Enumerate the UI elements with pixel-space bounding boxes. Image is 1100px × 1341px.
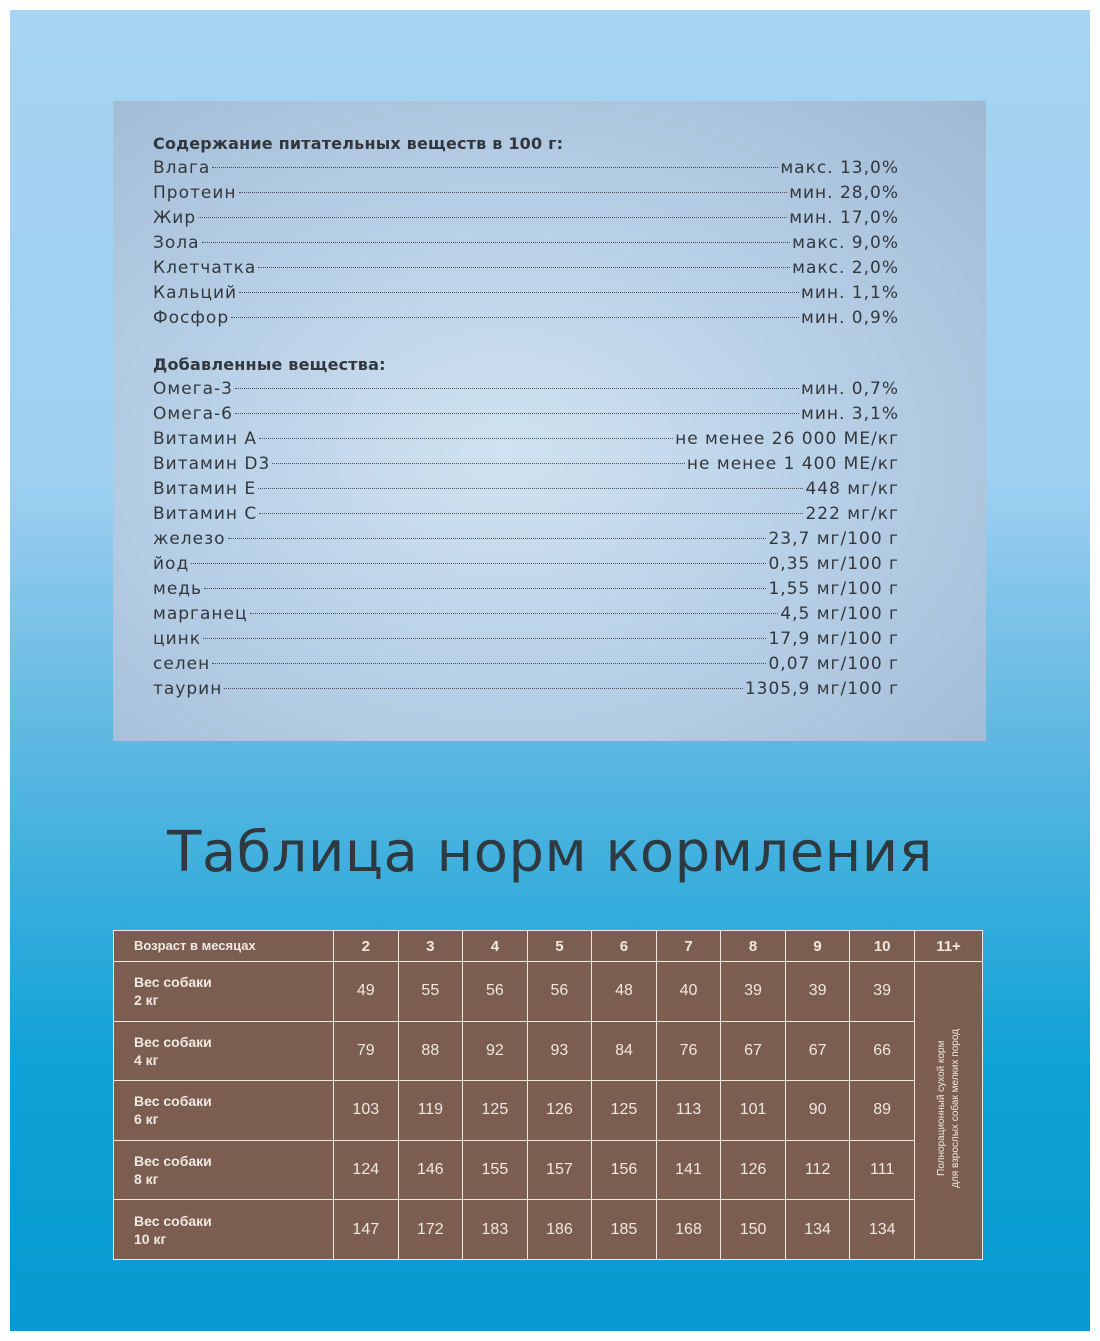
dot-leader [258, 267, 790, 268]
weight-cell [114, 1200, 334, 1260]
portion-cell: 40 [656, 962, 721, 1022]
additives-value: 0,07 мг/100 г [768, 654, 899, 674]
portion-cell: 67 [721, 1021, 786, 1081]
additives-label: медь [153, 579, 203, 599]
additives-row [153, 677, 899, 702]
dot-leader [259, 438, 673, 439]
nutrients-label: Клетчатка [153, 258, 257, 278]
portion-cell: 56 [463, 962, 528, 1022]
feeding-row [114, 1021, 983, 1081]
portion-cell: 119 [398, 1081, 463, 1141]
weight-line2: 6 кг [134, 1111, 159, 1128]
additives-label: цинк [153, 629, 202, 649]
additives-value: 222 мг/кг [805, 504, 899, 524]
additives-row [153, 502, 899, 527]
additives-value: 1,55 мг/100 г [768, 579, 899, 599]
nutrients-label: Фосфор [153, 308, 230, 328]
nutrients-list [153, 156, 986, 331]
additives-label: таурин [153, 679, 223, 699]
additives-value: мин. 0,7% [801, 379, 899, 399]
age-cell: 9 [785, 931, 850, 962]
additives-label: Витамин D3 [153, 454, 271, 474]
feeding-row [114, 962, 983, 1022]
nutrients-value: мин. 1,1% [801, 283, 899, 303]
nutrients-row [153, 206, 899, 231]
dot-leader [224, 688, 743, 689]
additives-value: 23,7 мг/100 г [768, 529, 899, 549]
nutrients-row [153, 181, 899, 206]
nutrients-value: мин. 17,0% [789, 208, 899, 228]
age-cell: 7 [656, 931, 721, 962]
senior-note-line2: для взрослых собак мелких пород [949, 1028, 961, 1188]
portion-cell: 103 [334, 1081, 399, 1141]
additives-row [153, 402, 899, 427]
additives-row [153, 602, 899, 627]
weight-line1: Вес собаки [134, 974, 212, 991]
age-header-cell: Возраст в месяцах [114, 931, 334, 962]
dot-leader [191, 563, 766, 564]
additives-value: 448 мг/кг [805, 479, 899, 499]
portion-cell: 39 [721, 962, 786, 1022]
additives-value: не менее 1 400 МЕ/кг [686, 454, 899, 474]
portion-cell: 55 [398, 962, 463, 1022]
nutrients-title: Содержание питательных веществ в 100 г: [153, 134, 564, 153]
additives-label: Витамин E [153, 479, 257, 499]
additives-value: 1305,9 мг/100 г [744, 679, 899, 699]
nutrients-label: Протеин [153, 183, 237, 203]
age-cell: 6 [592, 931, 657, 962]
nutrients-label: Влага [153, 158, 211, 178]
additives-label: Витамин C [153, 504, 258, 524]
portion-cell: 124 [334, 1140, 399, 1200]
portion-cell: 56 [527, 962, 592, 1022]
dot-leader [202, 242, 791, 243]
portion-cell: 84 [592, 1021, 657, 1081]
portion-cell: 49 [334, 962, 399, 1022]
additives-value: 4,5 мг/100 г [780, 604, 899, 624]
nutrients-row [153, 231, 899, 256]
weight-cell [114, 1021, 334, 1081]
portion-cell: 79 [334, 1021, 399, 1081]
portion-cell: 67 [785, 1021, 850, 1081]
nutrients-value: мин. 0,9% [801, 308, 899, 328]
additives-row [153, 627, 899, 652]
page-frame [10, 10, 1090, 1331]
additives-list [153, 377, 986, 702]
portion-cell: 168 [656, 1200, 721, 1260]
age-cell: 8 [721, 931, 786, 962]
portion-cell: 111 [850, 1140, 915, 1200]
additives-value: 17,9 мг/100 г [768, 629, 899, 649]
dot-leader [250, 613, 779, 614]
portion-cell: 172 [398, 1200, 463, 1260]
additives-label: Омега-6 [153, 404, 233, 424]
additives-value: мин. 3,1% [801, 404, 899, 424]
dot-leader [203, 638, 766, 639]
portion-cell: 125 [463, 1081, 528, 1141]
portion-cell: 39 [850, 962, 915, 1022]
nutrients-row [153, 306, 899, 331]
portion-cell: 141 [656, 1140, 721, 1200]
weight-cell [114, 1081, 334, 1141]
portion-cell: 113 [656, 1081, 721, 1141]
age-cell: 10 [850, 931, 915, 962]
portion-cell: 112 [785, 1140, 850, 1200]
feeding-row [114, 1140, 983, 1200]
portion-cell: 150 [721, 1200, 786, 1260]
dot-leader [231, 317, 799, 318]
dot-leader [235, 388, 799, 389]
portion-cell: 125 [592, 1081, 657, 1141]
portion-cell: 76 [656, 1021, 721, 1081]
age-cell: 11+ [915, 931, 983, 962]
weight-line1: Вес собаки [134, 1212, 212, 1229]
weight-line1: Вес собаки [134, 1033, 212, 1050]
dot-leader [235, 413, 799, 414]
senior-note-cell [915, 962, 983, 1260]
additives-label: йод [153, 554, 190, 574]
portion-cell: 183 [463, 1200, 528, 1260]
portion-cell: 90 [785, 1081, 850, 1141]
portion-cell: 93 [527, 1021, 592, 1081]
nutrients-value: макс. 2,0% [792, 258, 899, 278]
nutrients-value: макс. 13,0% [780, 158, 899, 178]
weight-line2: 10 кг [134, 1230, 167, 1247]
dot-leader [239, 192, 788, 193]
portion-cell: 185 [592, 1200, 657, 1260]
portion-cell: 126 [721, 1140, 786, 1200]
weight-line2: 2 кг [134, 992, 159, 1009]
portion-cell: 66 [850, 1021, 915, 1081]
nutrients-value: мин. 28,0% [789, 183, 899, 203]
additives-row [153, 377, 899, 402]
feeding-row [114, 1081, 983, 1141]
nutrients-value: макс. 9,0% [792, 233, 899, 253]
additives-row [153, 527, 899, 552]
dot-leader [212, 167, 778, 168]
additives-row [153, 427, 899, 452]
additives-title: Добавленные вещества: [153, 355, 386, 374]
weight-line2: 8 кг [134, 1171, 159, 1188]
nutrients-label: Кальций [153, 283, 238, 303]
weight-cell [114, 1140, 334, 1200]
additives-row [153, 577, 899, 602]
portion-cell: 186 [527, 1200, 592, 1260]
weight-cell [114, 962, 334, 1022]
dot-leader [212, 663, 766, 664]
nutrients-label: Жир [153, 208, 197, 228]
dot-leader [239, 292, 799, 293]
dot-leader [204, 588, 766, 589]
age-cell: 2 [334, 931, 399, 962]
portion-cell: 146 [398, 1140, 463, 1200]
weight-line1: Вес собаки [134, 1093, 212, 1110]
portion-cell: 134 [850, 1200, 915, 1260]
dot-leader [198, 217, 787, 218]
dot-leader [258, 488, 803, 489]
additives-value: 0,35 мг/100 г [768, 554, 899, 574]
additives-label: Омега-3 [153, 379, 233, 399]
portion-cell: 155 [463, 1140, 528, 1200]
portion-cell: 88 [398, 1021, 463, 1081]
age-cell: 3 [398, 931, 463, 962]
additives-label: марганец [153, 604, 248, 624]
age-cell: 4 [463, 931, 528, 962]
nutrients-row [153, 156, 899, 181]
senior-note-line1: Полнорационный сухой корм [935, 1040, 947, 1176]
portion-cell: 147 [334, 1200, 399, 1260]
feeding-heading: Таблица норм кормления [167, 820, 933, 885]
feeding-header-row [114, 931, 983, 962]
weight-line2: 4 кг [134, 1051, 159, 1068]
dot-leader [272, 463, 685, 464]
dot-leader [259, 513, 803, 514]
portion-cell: 134 [785, 1200, 850, 1260]
portion-cell: 89 [850, 1081, 915, 1141]
feeding-table [113, 930, 983, 1260]
additives-row [153, 452, 899, 477]
dot-leader [228, 538, 767, 539]
additives-value: не менее 26 000 МЕ/кг [675, 429, 899, 449]
portion-cell: 92 [463, 1021, 528, 1081]
additives-label: Витамин A [153, 429, 258, 449]
additives-label: селен [153, 654, 211, 674]
portion-cell: 101 [721, 1081, 786, 1141]
additives-label: железо [153, 529, 226, 549]
additives-row [153, 477, 899, 502]
additives-row [153, 552, 899, 577]
portion-cell: 48 [592, 962, 657, 1022]
portion-cell: 39 [785, 962, 850, 1022]
nutrients-row [153, 256, 899, 281]
senior-note [935, 1029, 963, 1188]
nutrients-row [153, 281, 899, 306]
nutrients-label: Зола [153, 233, 200, 253]
portion-cell: 157 [527, 1140, 592, 1200]
weight-line1: Вес собаки [134, 1153, 212, 1170]
portion-cell: 126 [527, 1081, 592, 1141]
portion-cell: 156 [592, 1140, 657, 1200]
feeding-row [114, 1200, 983, 1260]
nutrition-panel [113, 101, 986, 741]
additives-row [153, 652, 899, 677]
age-cell: 5 [527, 931, 592, 962]
